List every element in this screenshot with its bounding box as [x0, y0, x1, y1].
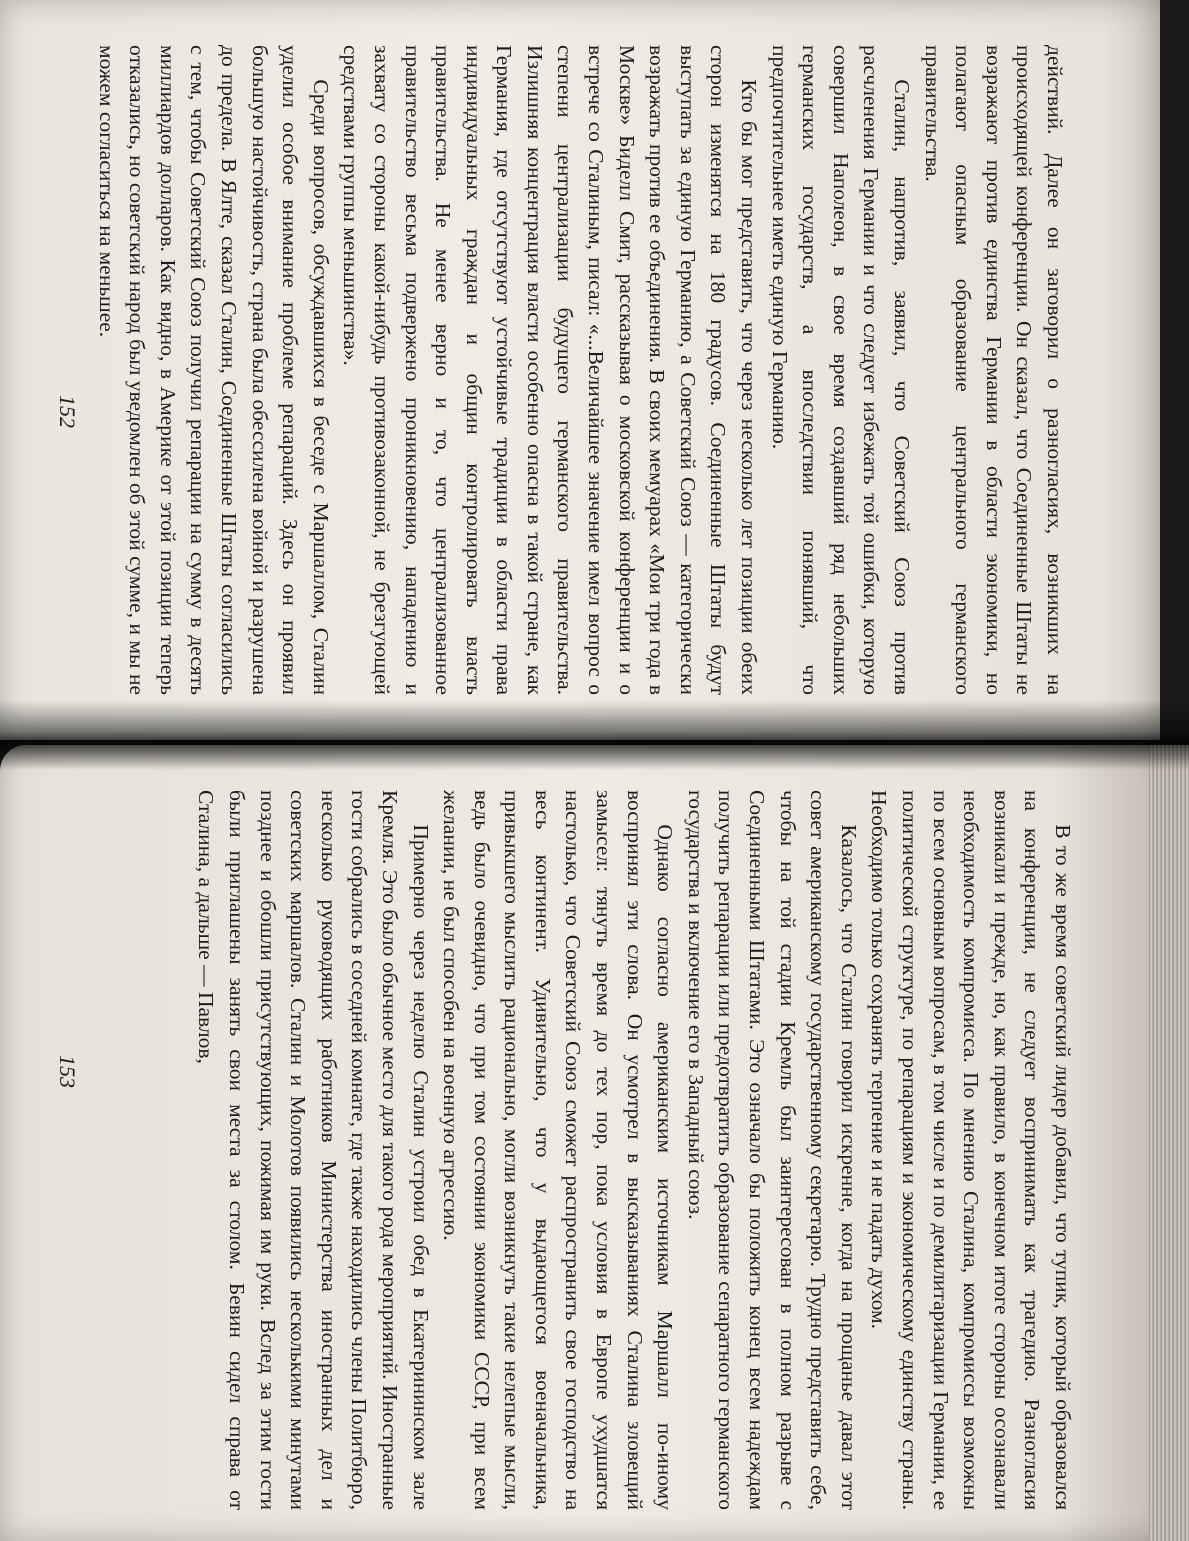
- paragraph: Сталин, напротив, заявил, что Советский Союз против расчленения Германии и что следует избежать той ошибки, которую совершил Наполеон, в свое время создавший ряд небольших германских государств, а впоследствии понявший, что предпочтительнее иметь единую Германию.: [767, 45, 915, 695]
- paragraph: Казалось, что Сталин говорил искренне, когда на прощанье давал этот совет американскому государственному секретарю. Трудно представить себе, чтобы на той стадии Кремль был заинтересован в полном разрыве с Соединенными Штатами. Это означало бы положить конец всем надеждам получить репарации или предотвратить образование сепаратного германского государства и включение его в Западный союз.: [683, 790, 861, 1510]
- paragraph: Однако согласно американским источникам Маршалл по-иному воспринял эти слова. Он усмотрел в высказываниях Сталина зловещий замысел: тянуть время до тех пор, пока условия в Европе ухудшатся настолько, что Советский Союз сможет распространить свое господство на весь континент. Удивительно, что у выдающегося военачальника, привыкшего мыслить рационально, могли возникнуть такие нелепые мысли, ведь было очевидно, что при том состоянии экономики СССР, при всем желании, не был способен на военную агрессию.: [439, 790, 678, 1510]
- paragraph: Среди вопросов, обсуждавшихся в беседе с Маршаллом, Сталин уделил особое внимание проблеме репараций. Здесь он проявил большую настойчивость, страна была обессилена войной и разрушена до предела. В Ялте, сказал Сталин, Соединенные Штаты согласились с тем, чтобы Советский Союз получил репарации на сумму в десять миллиардов долларов. Как видно, в Америке от этой позиции теперь отказались, но советский народ был уведомлен об этой сумме, и мы не можем согласиться на меньшее.: [94, 45, 333, 695]
- page-edges: [1149, 745, 1189, 1541]
- paragraph: действий. Далее он заговорил о разногласиях, возникших на происходящей конференции. Он сказал, что Соединенные Штаты не возражают против единства Германии в области экономики, но полагают опасным образование центрального германского правительства.: [920, 45, 1067, 695]
- paragraph: Кто бы мог представить, что через несколько лет позиции обеих сторон изменятся на 180 градусов. Соединенные Штаты будут выступать за единую Германию, а Советский Союз — категорически возражать против ее объединения. В своих мемуарах «Мои три года в Москве» Биделл Смит, рассказывая о московской конференции и о встрече со Сталиным, писал: «...Величайшее значение имел вопрос о степени централизации будущего германского правительства. Излишняя концентрация власти особенно опасна в такой стране, как Германия, где отсутствуют устойчивые традиции в области права индивидуальных граждан и общин контролировать власть правительства. Не менее верно и то, что централизованное правительство весьма подвержено проникновению, нападению и захвату со стороны какой-нибудь противозаконной, не брезгующей средствами группы меньшинства».: [339, 45, 762, 695]
- paragraph: В то же время советский лидер добавил, что тупик, который образовался на конференции, не следует воспринимать как трагедию. Разногласия возникали и прежде, но, как правило, в конечном итоге стороны осознавали необходимость компромисса. По мнению Сталина, компромиссы возможны по всем основным вопросам, в том числе и по демилитаризации Германии, ее политической структуре, по репарациям и экономическому единству страны. Необходимо только сохранять терпение и не падать духом.: [867, 790, 1075, 1510]
- page-number: 153: [55, 1055, 80, 1088]
- paragraph: Примерно через неделю Сталин устроил обед в Екатерининском зале Кремля. Это было обычное место для такого рода мероприятий. Иностранные гости собрались в соседней комнате, где также находились члены Политбюро, несколько руководящих работников Министерства иностранных дел и советских маршалов. Сталин и Молотов появились несколькими минутами позднее и обошли присутствующих, пожимая им руки. Вслед за этим гости были приглашены занять свои места за столом. Бевин сидел справа от Сталина, а дальше — Павлов,: [194, 790, 433, 1510]
- page-153-text: [103, 790, 1078, 1510]
- page-number: 152: [55, 395, 80, 428]
- page-152-text: [94, 45, 1070, 695]
